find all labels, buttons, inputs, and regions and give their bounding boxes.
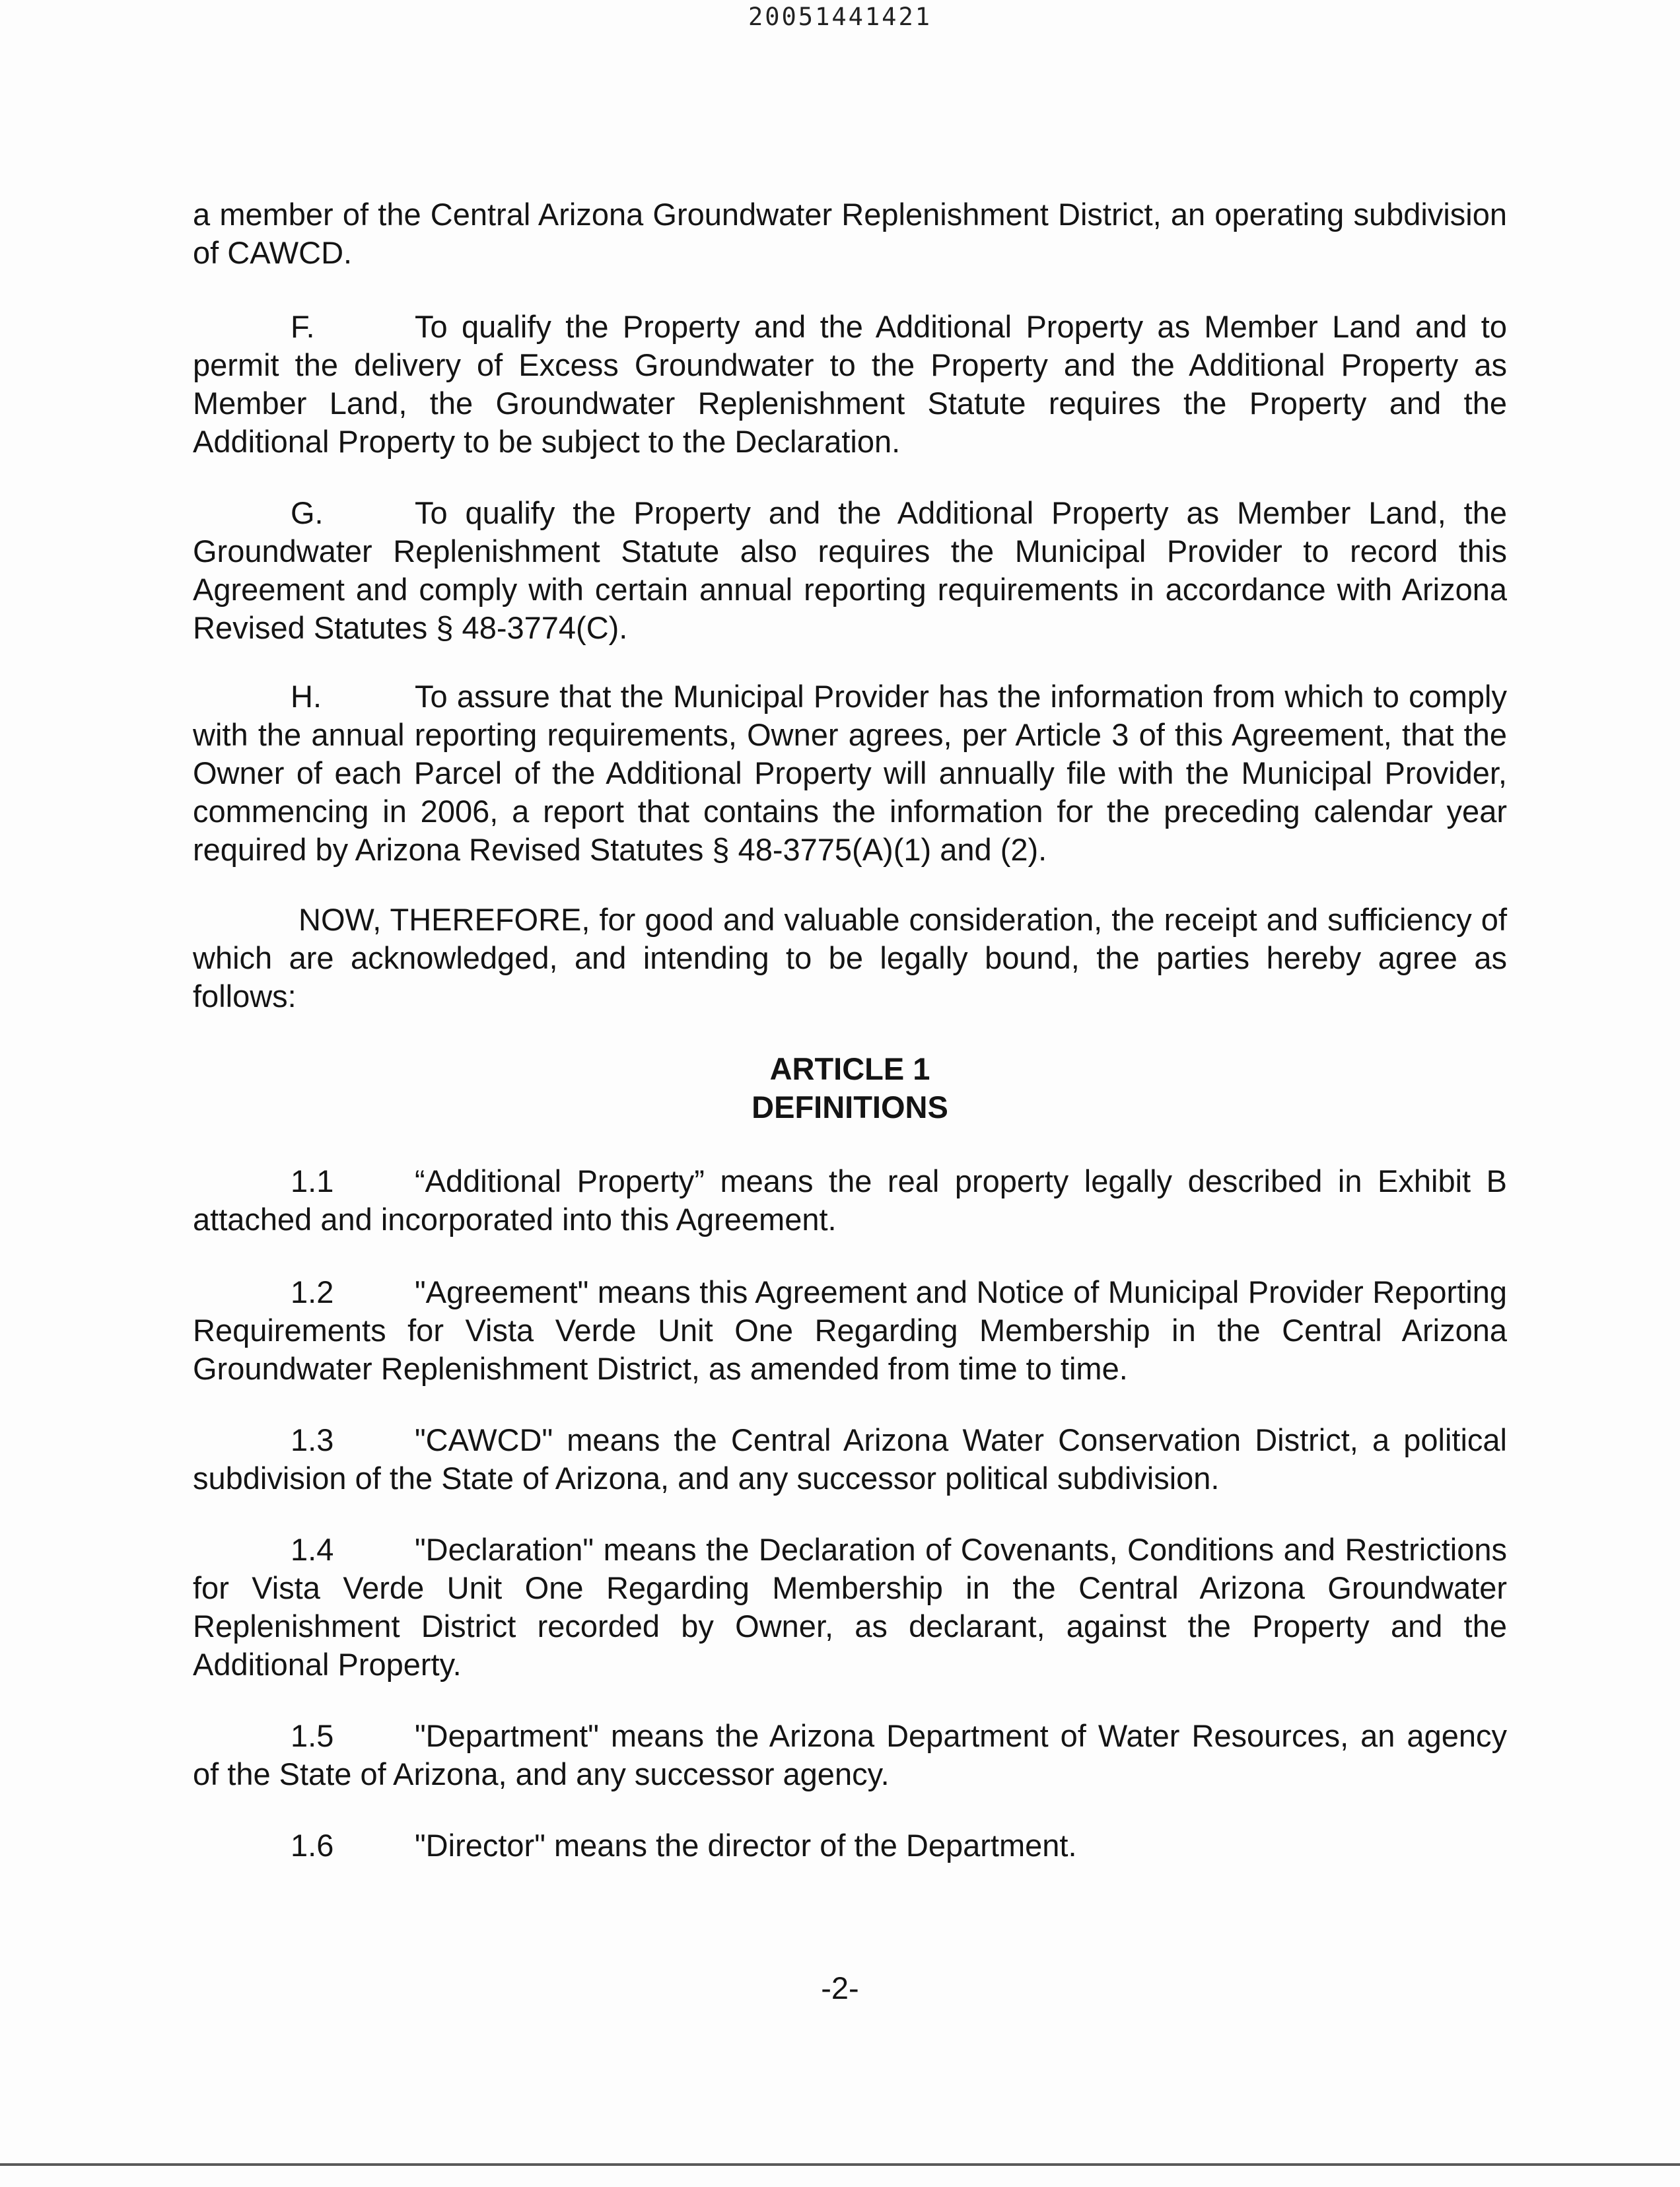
definition-1-3: [193, 1421, 1507, 1498]
definition-text: "Director" means the director of the Department.: [415, 1828, 1077, 1863]
now-therefore-paragraph: NOW, THEREFORE, for good and valuable consideration, the receipt and sufficiency of which are acknowledged, and intending to be legally bound, the parties hereby agree as follows:: [193, 902, 1507, 1014]
definition-1-2: [193, 1273, 1507, 1388]
page-number: -2-: [821, 1970, 859, 2005]
definition-1-1: [193, 1162, 1507, 1239]
definition-1-5: [193, 1717, 1507, 1793]
definition-label: 1.6: [291, 1828, 334, 1863]
recital-f: [193, 308, 1507, 461]
definition-label: 1.3: [291, 1422, 334, 1457]
document-number: 20051441421: [748, 3, 932, 31]
article-heading: [193, 1050, 1507, 1127]
definition-label: 1.5: [291, 1718, 334, 1753]
recital-g-label: G.: [291, 495, 324, 530]
definition-text: "CAWCD" means the Central Arizona Water Conservation District, a political subdivision of the State of Arizona, and any successor political subdivision.: [193, 1422, 1507, 1496]
definition-1-6: [193, 1826, 1507, 1865]
bottom-divider: [0, 2163, 1680, 2166]
definition-text: "Agreement" means this Agreement and Notice of Municipal Provider Reporting Requirements for Vista Verde Unit One Regarding Membership in the Central Arizona Groundwater Replenishment District, as amended from time to time.: [193, 1274, 1507, 1386]
definition-label: 1.2: [291, 1274, 334, 1309]
definition-1-4: [193, 1531, 1507, 1684]
definition-text: “Additional Property” means the real property legally described in Exhibit B attached and incorporated into this Agreement.: [193, 1163, 1507, 1237]
article-title: DEFINITIONS: [752, 1090, 948, 1125]
recital-f-label: F.: [291, 309, 315, 344]
recital-f-text: To qualify the Property and the Additional Property as Member Land and to permit the delivery of Excess Groundwater to the Property and the Additional Property as Member Land, the Groundwater Replenishment Statute requires the Property and the Additional Property to be subject to the Declaration.: [193, 309, 1507, 459]
recital-h-label: H.: [291, 679, 322, 714]
recital-g-text: To qualify the Property and the Additional Property as Member Land, the Groundwater Replenishment Statute also requires the Municipal Provider to record this Agreement and comply with certain annual reporting requirements in accordance with Arizona Revised Statutes § 48-3774(C).: [193, 495, 1507, 645]
recital-h: [193, 677, 1507, 869]
definition-label: 1.4: [291, 1532, 334, 1567]
definition-label: 1.1: [291, 1163, 334, 1198]
definition-text: "Department" means the Arizona Department of Water Resources, an agency of the State of Arizona, and any successor agency.: [193, 1718, 1507, 1791]
article-number: ARTICLE 1: [769, 1051, 930, 1086]
recital-g: [193, 494, 1507, 647]
continuation-paragraph: a member of the Central Arizona Groundwater Replenishment District, an operating subdivision of CAWCD.: [193, 197, 1507, 270]
document-body: [193, 195, 1507, 1865]
recital-h-text: To assure that the Municipal Provider has the information from which to comply with the annual reporting requirements, Owner agrees, per Article 3 of this Agreement, that the Owner of each Parcel of the Additional Property will annually file with the Municipal Provider, commencing in 2006, a report that contains the information for the preceding calendar year required by Arizona Revised Statutes § 48-3775(A)(1) and (2).: [193, 679, 1507, 867]
definition-text: "Declaration" means the Declaration of Covenants, Conditions and Restrictions for Vista Verde Unit One Regarding Membership in the Central Arizona Groundwater Replenishment District recorded by Owner, as declarant, against the Property and the Additional Property.: [193, 1532, 1507, 1682]
